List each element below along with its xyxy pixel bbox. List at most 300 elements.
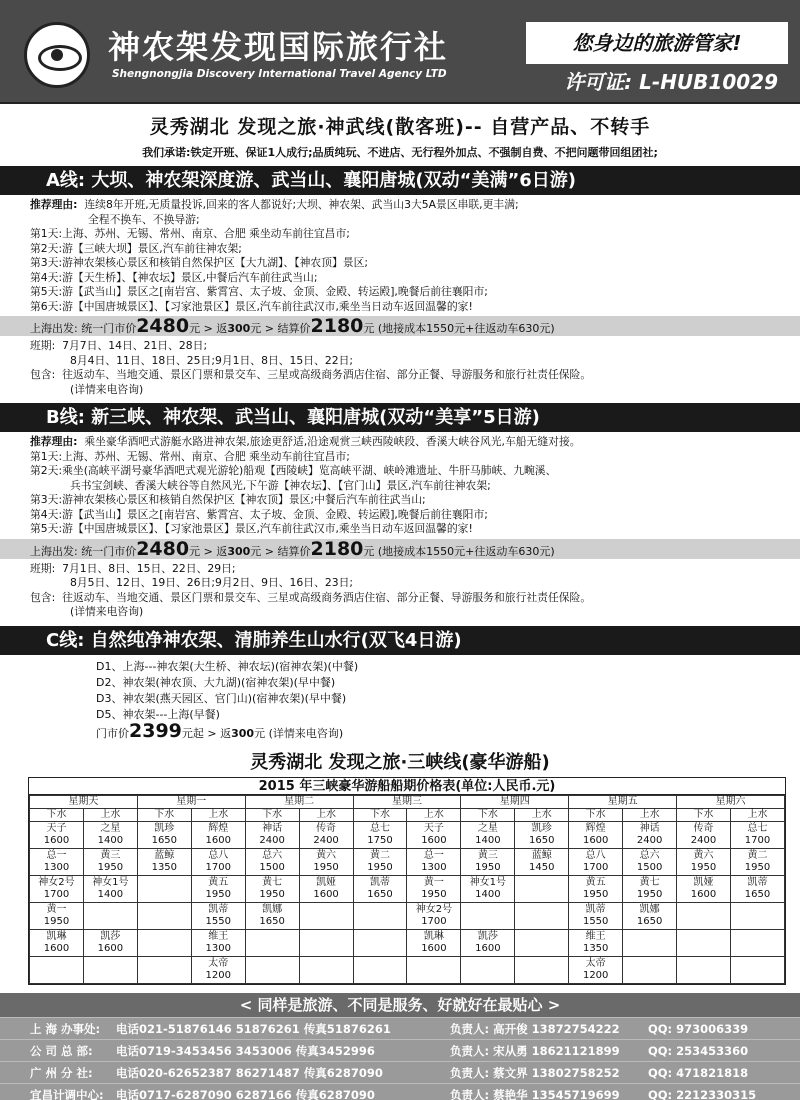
table-row [30,821,785,848]
ship-price: 2400 [690,834,717,846]
line-a-reason-label: 推荐理由: [30,198,78,211]
retail-price: 2399 [129,719,182,742]
upstream-header: 上水 [83,808,137,821]
ship-price: 1950 [205,888,231,900]
ship-price: 1950 [43,915,70,927]
ship-price: 1600 [205,834,231,846]
ship-price: 1950 [97,861,124,873]
ship-price-cell [730,956,784,983]
ship-price-cell [83,929,137,956]
ship-price: 1600 [43,942,70,954]
line-a-banner: A线: 大坝、神农架深度游、武当山、襄阳唐城(双动“美满”6日游) [0,166,800,195]
weekday-header: 星期一 [137,795,245,808]
ship-price-cell [137,821,191,848]
line-c-banner: C线: 自然纯净神农架、清肺养生山水行(双飞4日游) [0,626,800,655]
ship-price: 1400 [97,834,124,846]
ship-name: 黄二 [747,849,768,861]
price-text: 元 > 返 [189,322,228,335]
settle-price: 2180 [310,537,364,560]
ship-name: 总一 [46,849,67,861]
upstream-header: 上水 [515,808,569,821]
ship-price: 1300 [421,861,447,873]
ship-name: 黄一 [423,876,444,888]
ship-price-cell [30,929,84,956]
upstream-header: 上水 [623,808,677,821]
ship-name: 维王 [208,930,229,942]
office-qq: QQ: 2212330315 [648,1087,757,1100]
ship-price-cell [677,956,731,983]
ship-price: 1700 [205,861,231,873]
ship-price: 1600 [582,834,609,846]
ship-price-cell [623,821,677,848]
office-row [0,1017,800,1039]
ship-name: 辉煌 [585,822,606,834]
ship-price: 1950 [636,888,663,900]
ship-price-cell [137,848,191,875]
downstream-header: 下水 [569,808,623,821]
cruise-headline: 灵秀湖北 发现之旅·三峡线(豪华游船) [250,751,550,773]
line-b-day: 第4天:游【武当山】景区之[南岩宫、紫霄宫、太子坡、金顶、金殿、转运殿],晚餐后前往襄阳市; [30,507,488,521]
schedule-label: 班期: [30,339,56,352]
ship-price-cell [569,929,623,956]
ship-price-cell [353,929,407,956]
weekday-header: 星期五 [569,795,677,808]
ship-price: 1300 [205,942,231,954]
ship-name: 神女2号 [38,876,75,888]
ship-name: 凯蒂 [208,903,229,915]
ship-price-cell [353,848,407,875]
line-c-day: D3、神农架(燕天园区、官门山)(宿神农架)(早中餐) [96,691,347,705]
ship-price-cell [30,956,84,983]
ship-name: 天子 [423,822,444,834]
line-c-details [0,655,800,742]
ship-name: 凯莎 [477,930,498,942]
line-c-day: D2、神农架(神农顶、大九湖)(宿神农架)(早中餐) [96,675,336,689]
ship-price-cell [83,848,137,875]
line-b-reason-label: 推荐理由: [30,435,78,448]
ship-price-cell [677,848,731,875]
ship-price: 1350 [151,861,178,873]
license-number: 许可证: L-HUB10029 [564,70,778,94]
ship-name: 黄三 [477,849,498,861]
line-b-day: 兵书宝剑峡、香溪大峡谷等自然风光,下午游【神农坛】、【官门山】景区,汽车前往神农架; [70,478,491,492]
ship-name: 凯蒂 [747,876,768,888]
ship-price-cell [461,902,515,929]
ship-price: 1650 [367,888,393,900]
ship-price-cell [299,902,353,929]
ship-price-cell [730,848,784,875]
ship-price-cell [623,956,677,983]
line-a-reason-1: 连续8年开班,无质量投诉,回来的客人都说好;大坝、神农架、武当山3大5A景区串联,更丰满; [84,198,519,211]
include-label: 包含: [30,368,56,381]
include-note: (详情来电咨询) [70,382,144,396]
ship-price-cell [30,875,84,902]
weekday-header: 星期三 [353,795,461,808]
product-headline: 灵秀湖北 发现之旅·神武线(散客班)-- 自营产品、不转手 [149,116,651,138]
office-contact: 负责人: 蔡文界 13802758252 [450,1065,620,1080]
ship-price: 1700 [582,861,609,873]
line-b-banner: B线: 新三峡、神农架、武当山、襄阳唐城(双动“美享”5日游) [0,403,800,432]
ship-price: 1950 [582,888,609,900]
price-label: 上海出发: 统一门市价 [30,322,137,335]
cruise-schedule-table [29,795,785,984]
table-row [30,875,785,902]
price-note: 元 (详情来电咨询) [254,726,344,740]
tagline: < 同样是旅游、不同是服务、好就好在最贴心 > [0,993,800,1017]
ship-price-cell [353,875,407,902]
ship-price-cell [730,902,784,929]
ship-price: 1350 [582,942,609,954]
ship-price-cell [461,848,515,875]
ship-price: 2400 [259,834,285,846]
direction-header-row [30,808,785,821]
ship-name: 蓝鲸 [531,849,552,861]
table-row [30,956,785,983]
ship-price-cell [515,956,569,983]
ship-price: 1300 [43,861,70,873]
ship-name: 黄二 [369,849,390,861]
ship-name: 凯娅 [316,876,337,888]
ship-name: 黄六 [693,849,714,861]
office-contact: 负责人: 高开俊 13872754222 [450,1021,620,1036]
line-b-price-bar [0,539,800,559]
ship-price-cell [515,848,569,875]
ship-name: 黄五 [208,876,229,888]
weekday-header-row [30,795,785,808]
ship-name: 辉煌 [208,822,229,834]
ship-name: 凯娅 [693,876,714,888]
ship-name: 总八 [208,849,229,861]
ship-price: 1200 [205,969,231,981]
line-b-day: 第3天:游神农架核心景区和核销自然保护区【神农顶】景区;中餐后汽车前往武当山; [30,493,426,506]
ship-price: 1750 [367,834,393,846]
table-row [30,848,785,875]
ship-price-cell [245,848,299,875]
schedule-text: 8月5日、12日、19日、26日;9月2日、9日、16日、23日; [70,576,354,589]
ship-name: 总六 [262,849,283,861]
downstream-header: 下水 [245,808,299,821]
ship-name: 凯莎 [100,930,121,942]
price-note: 元 (地接成本1550元+往返动车630元) [363,544,555,558]
ship-price-cell [407,902,461,929]
ship-name: 太帝 [208,957,229,969]
line-a-day: 第1天:上海、苏州、无锡、常州、南京、合肥 乘坐动车前往宜昌市; [30,227,350,240]
ship-price-cell [137,956,191,983]
rebate-amount: 300 [227,322,251,335]
ship-price-cell [407,821,461,848]
ship-name: 黄一 [46,903,67,915]
ship-name: 蓝鲸 [154,849,175,861]
ship-price-cell [245,956,299,983]
ship-name: 凯娜 [639,903,660,915]
ship-price-cell [569,956,623,983]
ship-name: 神话 [639,822,660,834]
upstream-header: 上水 [299,808,353,821]
rebate-amount: 300 [231,726,255,740]
ship-price-cell [407,848,461,875]
ship-name: 黄七 [639,876,660,888]
ship-price: 2400 [636,834,663,846]
ship-price-cell [677,902,731,929]
company-logo-icon [24,22,90,88]
ship-price-cell [299,821,353,848]
ship-name: 凯蒂 [585,903,606,915]
ship-name: 凯蒂 [369,876,390,888]
ship-price-cell [30,848,84,875]
ship-price: 1950 [475,861,501,873]
schedule-text: 7月1日、8日、15日、22日、29日; [62,561,236,575]
ship-name: 凯珍 [531,822,552,834]
ship-price: 1400 [97,888,124,900]
ship-price-cell [677,875,731,902]
ship-name: 天子 [46,822,67,834]
ship-price: 1400 [475,834,501,846]
ship-name: 总八 [585,849,606,861]
weekday-header: 星期六 [677,795,785,808]
line-b-details [0,432,800,537]
slogan: 您身边的旅游管家! [526,22,788,64]
ship-price: 2400 [313,834,339,846]
settle-price: 2180 [310,315,364,337]
company-name-cn: 神农架发现国际旅行社 [108,28,449,66]
ship-price-cell [83,956,137,983]
ship-price-cell [137,902,191,929]
ship-price: 1650 [636,915,663,927]
line-a-price-bar [0,316,800,336]
ship-name: 之星 [477,822,498,834]
ship-price-cell [461,956,515,983]
ship-price-cell [730,929,784,956]
ship-price-cell [569,848,623,875]
office-qq: QQ: 973006339 [648,1021,749,1036]
ship-name: 传奇 [693,822,714,834]
office-qq: QQ: 253453360 [648,1043,749,1058]
ship-price-cell [569,902,623,929]
table-row [30,929,785,956]
line-b-day: 第5天:游【中国唐城景区】、【习家池景区】景区,汽车前往武汉市,乘坐当日动车返回温馨的家! [30,522,473,535]
cruise-table [28,777,786,985]
ship-price-cell [677,929,731,956]
line-b-day: 第2天:乘坐(高峡平湖号豪华酒吧式观光游轮)船观【西陵峡】览高峡平湖、峡岭滩遗址、牛肝马肺峡、九畹溪、 [30,464,557,477]
line-a-day: 第6天:游【中国唐城景区】、【习家池景区】景区,汽车前往武汉市,乘坐当日动车返回温馨的家! [30,299,473,313]
office-qq: QQ: 471821818 [648,1065,749,1080]
ship-name: 总七 [369,822,390,834]
weekday-header: 星期二 [245,795,353,808]
office-phone: 电话0717-6287090 6287166 传真6287090 [116,1087,375,1100]
ship-price: 1500 [636,861,663,873]
ship-price-cell [353,902,407,929]
ship-price-cell [461,929,515,956]
ship-name: 神女2号 [415,903,453,915]
ship-name: 太帝 [585,957,606,969]
office-contact: 负责人: 蔡艳华 13545719699 [450,1087,620,1100]
upstream-header: 上水 [730,808,784,821]
ship-name: 黄三 [100,849,121,861]
ship-price-cell [30,821,84,848]
ship-price: 1200 [582,969,609,981]
office-row [0,1083,800,1100]
ship-price-cell [461,821,515,848]
line-a-schedule [0,336,800,397]
price-text: 元 > 结算价 [250,322,311,335]
company-name-en: Shengnongjia Discovery International Travel Agency LTD [112,68,447,80]
line-b-day: 第1天:上海、苏州、无锡、常州、南京、合肥 乘坐动车前往宜昌市; [30,449,350,463]
office-list [0,1017,800,1100]
office-name: 广 州 分 社: [30,1065,93,1080]
upstream-header: 上水 [407,808,461,821]
ship-price-cell [407,875,461,902]
ship-price-cell [245,821,299,848]
ship-price-cell [569,875,623,902]
office-phone: 电话021-51876146 51876261 传真51876261 [116,1021,391,1036]
include-label: 包含: [30,590,56,604]
ship-price-cell [30,902,84,929]
line-a-day: 第4天:游【天生桥】、【神农坛】景区,中餐后汽车前往武当山; [30,270,318,284]
ship-name: 之星 [100,822,121,834]
line-c-day: D5、神农架---上海(早餐) [96,707,220,721]
ship-name: 凯琳 [46,930,67,942]
ship-name: 总六 [639,849,660,861]
ship-price: 1650 [259,915,285,927]
ship-price: 1950 [744,861,771,873]
ship-price-cell [407,956,461,983]
ship-price-cell [191,956,245,983]
retail-price: 2480 [136,315,190,337]
include-text: 往返动车、当地交通、景区门票和景交车、三星或高级商务酒店住宿、部分正餐、导游服务和旅行社责任保险。 [62,368,592,381]
ship-name: 黄五 [585,876,606,888]
downstream-header: 下水 [30,808,84,821]
ship-price-cell [299,956,353,983]
line-b-reason-1: 乘坐豪华酒吧式游艇水路进神农架,旅途更舒适,沿途观赏三峡西陵峡段、香溪大峡谷风光,车船无缝对接。 [84,435,581,448]
line-a-day: 第3天:游神农架核心景区和核销自然保护区【大九湖】、【神农顶】景区; [30,256,369,269]
office-phone: 电话0719-3453456 3453006 传真3452996 [116,1043,375,1058]
ship-price-cell [623,929,677,956]
ship-price: 1600 [690,888,717,900]
line-a-day: 第5天:游【武当山】景区之[南岩宫、紫霄宫、太子坡、金顶、金殿、转运殿],晚餐后前往襄阳市; [30,285,488,298]
cruise-table-caption: 2015 年三峡豪华游船船期价格表(单位:人民币.元) [29,778,785,795]
ship-name: 维王 [585,930,606,942]
ship-price: 1950 [367,861,393,873]
ship-price-cell [299,875,353,902]
ship-name: 传奇 [316,822,337,834]
office-name: 公 司 总 部: [30,1043,93,1058]
ship-price: 1500 [259,861,285,873]
ship-price: 1950 [421,888,447,900]
downstream-header: 下水 [677,808,731,821]
ship-price-cell [623,848,677,875]
ship-price-cell [137,875,191,902]
ship-price-cell [137,929,191,956]
ship-price-cell [407,929,461,956]
ship-price-cell [83,875,137,902]
downstream-header: 下水 [137,808,191,821]
ship-price: 1600 [421,834,447,846]
ship-price: 1950 [259,888,285,900]
ship-name: 神女1号 [469,876,507,888]
schedule-text: 7月7日、14日、21日、28日; [62,339,208,352]
downstream-header: 下水 [353,808,407,821]
ship-price-cell [191,875,245,902]
office-row [0,1061,800,1083]
ship-price: 1550 [582,915,609,927]
ship-price: 1700 [421,915,447,927]
header [0,0,800,104]
ship-name: 凯琳 [423,930,444,942]
ship-price: 1950 [313,861,339,873]
ship-name: 总七 [747,822,768,834]
schedule-label: 班期: [30,561,56,575]
ship-price: 1700 [744,834,771,846]
price-label: 门市价 [96,726,129,740]
price-label: 上海出发: 统一门市价 [30,544,137,558]
office-row [0,1039,800,1061]
ship-price-cell [191,848,245,875]
ship-price-cell [515,821,569,848]
ship-price: 1950 [690,861,717,873]
ship-price: 1550 [205,915,231,927]
ship-price-cell [623,875,677,902]
ship-price-cell [677,821,731,848]
weekday-header: 星期四 [461,795,569,808]
ship-price: 1650 [151,834,178,846]
ship-price-cell [569,821,623,848]
ship-name: 黄六 [316,849,337,861]
ship-price-cell [245,902,299,929]
ship-price-cell [623,902,677,929]
ship-price-cell [245,929,299,956]
upstream-header: 上水 [191,808,245,821]
rebate-amount: 300 [227,544,251,558]
ship-price-cell [299,929,353,956]
schedule-text: 8月4日、11日、18日、25日;9月1日、8日、15日、22日; [70,353,354,367]
ship-price-cell [83,821,137,848]
ship-price-cell [515,929,569,956]
ship-price-cell [191,821,245,848]
price-text: 元起 > 返 [181,726,232,740]
line-c-day: D1、上海---神农架(大生桥、神农坛)(宿神农架)(中餐) [96,659,359,673]
table-row [30,902,785,929]
price-text: 元 > 返 [189,544,228,558]
ship-price-cell [353,956,407,983]
ship-name: 黄七 [262,876,283,888]
ship-price-cell [353,821,407,848]
ship-price: 1700 [43,888,70,900]
office-phone: 电话020-62652387 86271487 传真6287090 [116,1065,383,1080]
ship-price: 1450 [529,861,555,873]
line-b-schedule [0,559,800,620]
ship-price-cell [83,902,137,929]
line-a-reason-2: 全程不换车、不换导游; [88,212,200,226]
office-name: 宜昌计调中心: [30,1087,104,1100]
office-name: 上 海 办事处: [30,1021,101,1036]
line-a-day: 第2天:游【三峡大坝】景区,汽车前往神农架; [30,241,242,255]
ship-name: 凯珍 [154,822,175,834]
ship-name: 总一 [423,849,444,861]
retail-price: 2480 [136,537,190,560]
ship-price: 1600 [313,888,339,900]
ship-price: 1600 [97,942,124,954]
ship-price-cell [515,875,569,902]
line-a-details [0,195,800,314]
ship-price-cell [515,902,569,929]
ship-price-cell [730,821,784,848]
promise-text: 我们承诺:铁定开班、保证1人成行;品质纯玩、不进店、无行程外加点、不强制自费、不把问题带回组团社; [142,146,658,159]
ship-price-cell [299,848,353,875]
ship-price-cell [191,902,245,929]
ship-price: 1650 [529,834,555,846]
ship-price: 1600 [475,942,501,954]
ship-price-cell [245,875,299,902]
